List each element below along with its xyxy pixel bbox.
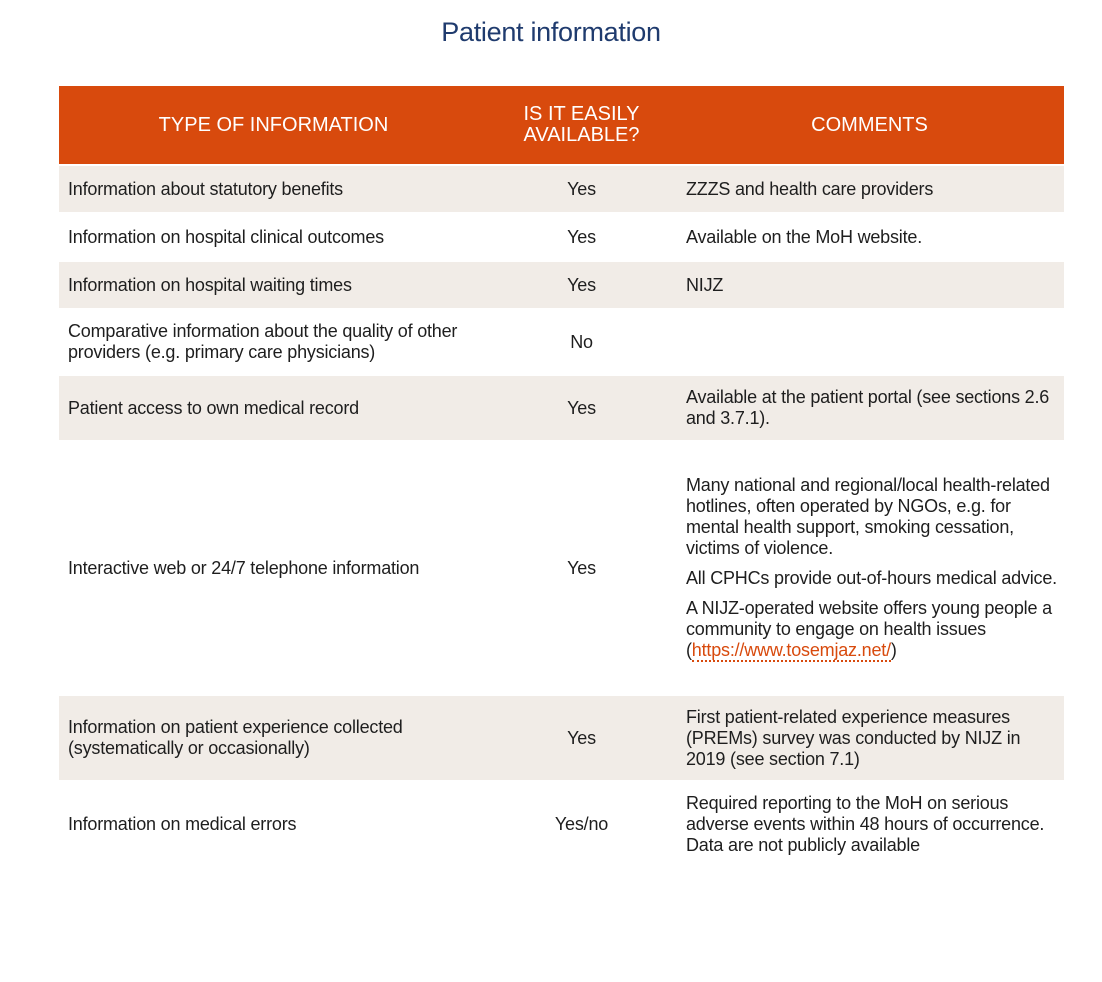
header-comments: COMMENTS: [675, 86, 1064, 165]
cell-comments: [675, 309, 1064, 375]
cell-available: Yes: [488, 165, 675, 213]
cell-available: Yes/no: [488, 781, 675, 866]
cell-comments: [675, 213, 1064, 261]
comment-text: First patient-related experience measures (PREMs) survey was conducted by NIJZ in 2019 (see section 7.1): [686, 706, 1021, 769]
cell-comments: [675, 261, 1064, 309]
cell-available: No: [488, 309, 675, 375]
table-row: [59, 441, 1064, 695]
patient-information-table: [59, 86, 1064, 866]
tosemjaz-link[interactable]: https://www.tosemjaz.net/: [691, 640, 891, 660]
comment-text: NIJZ: [686, 274, 724, 295]
comment-text: Required reporting to the MoH on serious adverse events within 48 hours of occurrence. Data are not publicly available: [686, 792, 1045, 855]
table-row: [59, 695, 1064, 781]
table-header-row: [59, 86, 1064, 165]
cell-comments: [675, 165, 1064, 213]
table-row: [59, 375, 1064, 441]
table-row: [59, 165, 1064, 213]
cell-type: Patient access to own medical record: [59, 375, 488, 441]
cell-comments: [675, 441, 1064, 695]
header-type-of-information: TYPE OF INFORMATION: [59, 86, 488, 165]
cell-available: Yes: [488, 695, 675, 781]
table-row: [59, 309, 1064, 375]
comment-text: Available at the patient portal (see sections 2.6 and 3.7.1).: [686, 387, 1050, 428]
cell-type: Information on hospital waiting times: [59, 261, 488, 309]
cell-type: Information on hospital clinical outcomes: [59, 213, 488, 261]
cell-available: Yes: [488, 213, 675, 261]
cell-type: Information on patient experience collected (systematically or occasionally): [59, 695, 488, 781]
cell-comments: [675, 781, 1064, 866]
cell-available: Yes: [488, 441, 675, 695]
header-easily-available: IS IT EASILY AVAILABLE?: [488, 86, 675, 165]
comment-text: All CPHCs provide out-of-hours medical advice.: [686, 568, 1057, 588]
cell-available: Yes: [488, 375, 675, 441]
cell-available: Yes: [488, 261, 675, 309]
comment-text: ZZZS and health care providers: [686, 178, 934, 199]
cell-type: Comparative information about the quality of other providers (e.g. primary care physicians): [59, 309, 488, 375]
comment-text-suffix: ): [890, 640, 897, 660]
page-title: Patient information: [441, 17, 661, 47]
cell-comments: [675, 375, 1064, 441]
cell-type: Information on medical errors: [59, 781, 488, 866]
cell-type: Interactive web or 24/7 telephone information: [59, 441, 488, 695]
cell-type: Information about statutory benefits: [59, 165, 488, 213]
table-row: [59, 781, 1064, 866]
comment-text: Available on the MoH website.: [686, 226, 923, 247]
table-row: [59, 213, 1064, 261]
table-row: [59, 261, 1064, 309]
comment-text: Many national and regional/local health-related hotlines, often operated by NGOs, e.g. for mental health support, smoking cessation, victims of violence.: [686, 475, 1050, 558]
comment-text: [686, 598, 1060, 661]
comment-text-lead: A NIJZ-operated website offers young people a community to engage on health issues (: [686, 598, 1052, 660]
cell-comments: [675, 695, 1064, 781]
